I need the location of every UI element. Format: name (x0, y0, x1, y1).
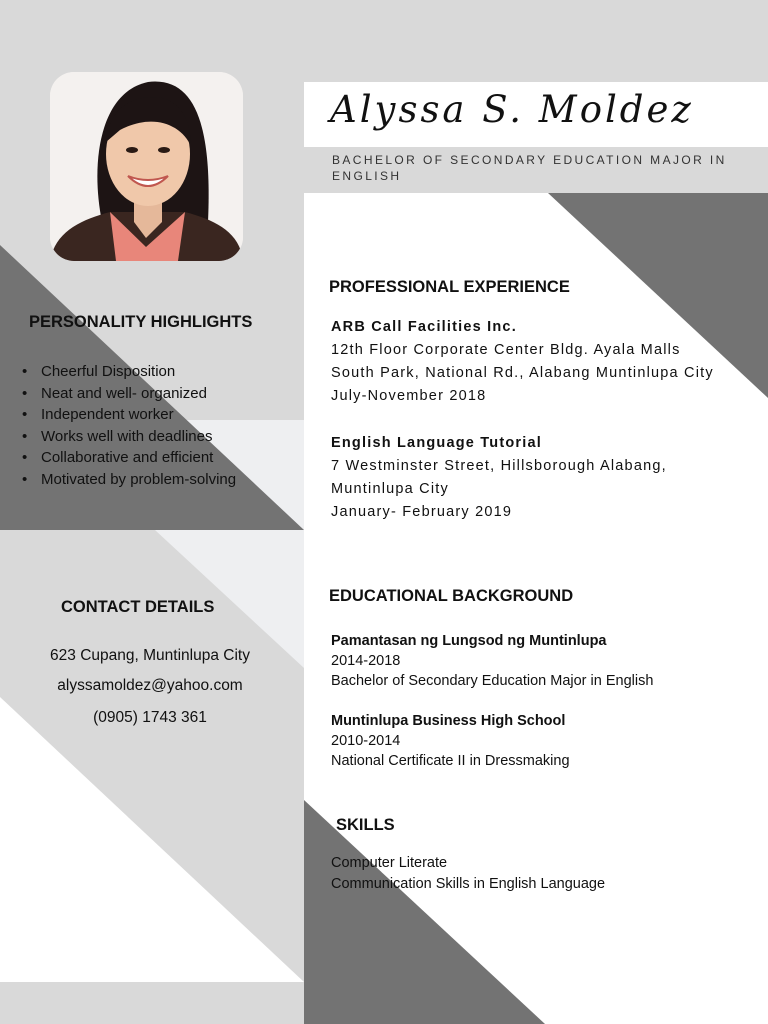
school-years: 2014-2018 (331, 653, 401, 669)
job-line: July-November 2018 (331, 388, 487, 404)
job-title: English Language Tutorial (331, 435, 542, 451)
list-item: • Cheerful Disposition (22, 361, 236, 383)
job-line: 12th Floor Corporate Center Bldg. Ayala Malls (331, 342, 681, 358)
profile-photo (50, 72, 243, 261)
job-entry (331, 316, 714, 408)
school-program: Bachelor of Secondary Education Major in English (331, 673, 654, 689)
job-line: January- February 2019 (331, 504, 513, 520)
contact-email[interactable]: alyssamoldez@yahoo.com (57, 677, 243, 694)
education-entry (331, 631, 653, 691)
contact-heading: CONTACT DETAILS (61, 598, 215, 616)
list-item: Computer Literate (331, 855, 448, 871)
degree-subtitle: BACHELOR OF SECONDARY EDUCATION MAJOR IN ENGLISH (332, 153, 727, 183)
skills-list (331, 853, 605, 895)
education-heading: EDUCATIONAL BACKGROUND (329, 587, 574, 605)
list-item: Communication Skills in English Language (331, 876, 606, 892)
education-entry (331, 711, 570, 771)
contact-address: 623 Cupang, Muntinlupa City (50, 647, 250, 664)
list-item: • Neat and well- organized (22, 383, 236, 405)
personality-heading: PERSONALITY HIGHLIGHTS (29, 313, 253, 331)
school-name: Muntinlupa Business High School (331, 713, 566, 729)
school-years: 2010-2014 (331, 733, 401, 749)
skills-heading: SKILLS (336, 816, 395, 834)
job-title: ARB Call Facilities Inc. (331, 319, 517, 335)
list-item: • Motivated by problem-solving (22, 469, 236, 491)
personality-list (22, 361, 236, 491)
list-item: • Independent worker (22, 404, 236, 426)
contact-phone: (0905) 1743 361 (93, 709, 207, 726)
experience-heading: PROFESSIONAL EXPERIENCE (329, 278, 570, 296)
job-entry (331, 432, 667, 524)
list-item: • Collaborative and efficient (22, 447, 236, 469)
job-line: Muntinlupa City (331, 481, 449, 497)
job-line: 7 Westminster Street, Hillsborough Alabang, (331, 458, 667, 474)
job-line: South Park, National Rd., Alabang Muntinlupa City (331, 365, 714, 381)
candidate-name: Alyssa S. Moldez (330, 88, 694, 131)
school-name: Pamantasan ng Lungsod ng Muntinlupa (331, 633, 607, 649)
list-item: • Works well with deadlines (22, 426, 236, 448)
school-program: National Certificate II in Dressmaking (331, 753, 570, 769)
